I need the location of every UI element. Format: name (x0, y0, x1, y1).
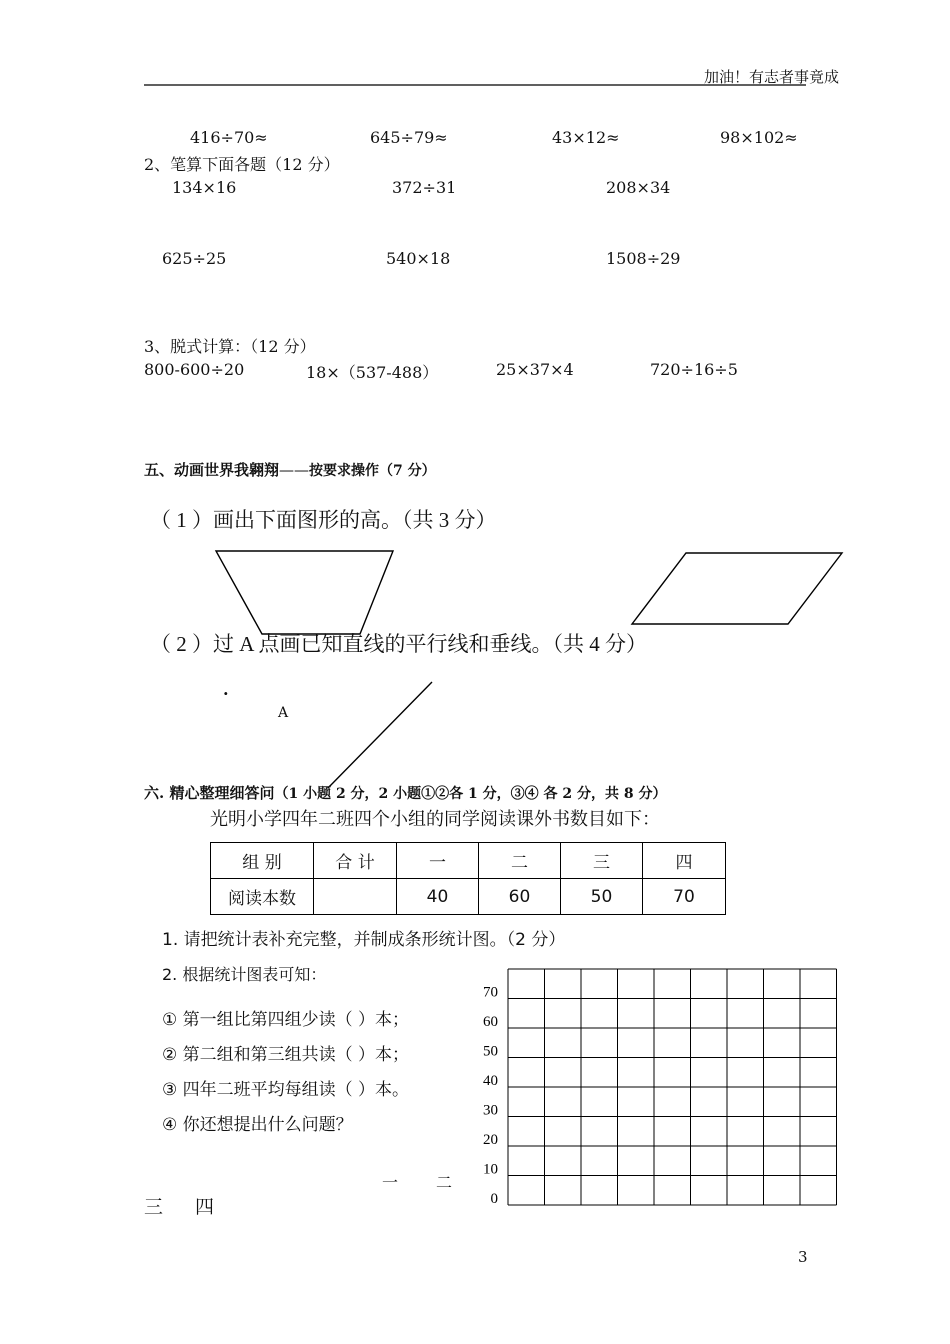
group-label-4: 四 (195, 1196, 215, 1218)
estimate-item-3: 43×12≈ (552, 128, 620, 147)
y-tick-label: 40 (483, 1073, 498, 1089)
table-cell: 50 (561, 879, 643, 915)
table-header-cell: 组 别 (211, 843, 314, 879)
table-header-cell: 一 (397, 843, 479, 879)
y-tick-label: 10 (483, 1161, 498, 1178)
section6-intro: 光明小学四年二班四个小组的同学阅读课外书数目如下： (210, 809, 660, 830)
question-4: ④ 你还想提出什么问题？ (162, 1115, 353, 1135)
y-tick-label: 20 (483, 1132, 498, 1148)
section5-title-dash: —— (279, 461, 310, 479)
page-number: 3 (798, 1248, 808, 1266)
section5-question-1: （ 1 ）画出下面图形的高。（共 3 分） (150, 508, 497, 532)
group-label-1: 一 (382, 1173, 399, 1192)
table-cell: 70 (643, 879, 726, 915)
y-tick-label: 60 (483, 1014, 498, 1030)
point-a-label: A (278, 705, 289, 721)
section6-title-tail: （1 小题 2 分，2 小题①②各 1 分，③④ 各 2 分，共 8 分） (274, 786, 667, 802)
estimate-item-4: 98×102≈ (720, 128, 798, 147)
table-cell: 40 (397, 879, 479, 915)
group-label-2: 二 (436, 1173, 453, 1192)
section6-title-main: 六. 精心整理细答问 (144, 784, 275, 802)
section6-task-2: 2. 根据统计图表可知： (162, 965, 327, 984)
table-header-cell: 三 (561, 843, 643, 879)
question-3: ③ 四年二班平均每组读（ ）本。 (162, 1080, 410, 1100)
table-cell: 阅读本数 (211, 879, 314, 915)
y-tick-label: 30 (483, 1102, 498, 1119)
estimate-item-2: 645÷79≈ (370, 128, 448, 147)
y-tick-label: 70 (483, 984, 498, 1001)
section3-item-3: 25×37×4 (496, 360, 574, 379)
question-2: ② 第二组和第三组共读（ ）本； (162, 1045, 410, 1065)
y-tick-label: 50 (483, 1043, 498, 1060)
section6-task-1: 1. 请把统计表补充完整，并制成条形统计图。（2 分） (162, 930, 566, 950)
section3-item-1: 800-600÷20 (144, 360, 245, 379)
table-header-cell: 四 (643, 843, 726, 879)
section3-title: 3、脱式计算：（12 分） (144, 337, 316, 356)
section5-question-2: （ 2 ）过 A 点画已知直线的平行线和垂线。（共 4 分） (150, 632, 648, 656)
table-cell: 60 (479, 879, 561, 915)
section3-item-2: 18×（537-488） (306, 363, 439, 382)
table-header-cell: 合 计 (314, 843, 397, 879)
section2-problem-6: 1508÷29 (606, 249, 681, 268)
section5-title-tail: 按要求操作（7 分） (309, 463, 436, 479)
group-label-3: 三 (144, 1196, 164, 1218)
section3-item-4: 720÷16÷5 (650, 360, 738, 379)
section2-problem-1: 134×16 (172, 178, 237, 197)
section5-title-main: 五、动画世界我翱翔 (144, 461, 280, 479)
table-header-cell: 二 (479, 843, 561, 879)
point-a-dot: . (223, 680, 229, 699)
question-1: ① 第一组比第四组少读（ ）本； (162, 1010, 410, 1030)
section2-problem-3: 208×34 (606, 178, 671, 197)
section2-problem-4: 625÷25 (162, 249, 227, 268)
section2-problem-5: 540×18 (386, 249, 451, 268)
header-motto: 加油！有志者事竟成 (704, 68, 840, 86)
y-tick-label: 0 (490, 1191, 498, 1207)
section2-problem-2: 372÷31 (392, 178, 457, 197)
section2-title: 2、笔算下面各题（12 分） (144, 155, 340, 174)
estimate-item-1: 416÷70≈ (190, 128, 268, 147)
